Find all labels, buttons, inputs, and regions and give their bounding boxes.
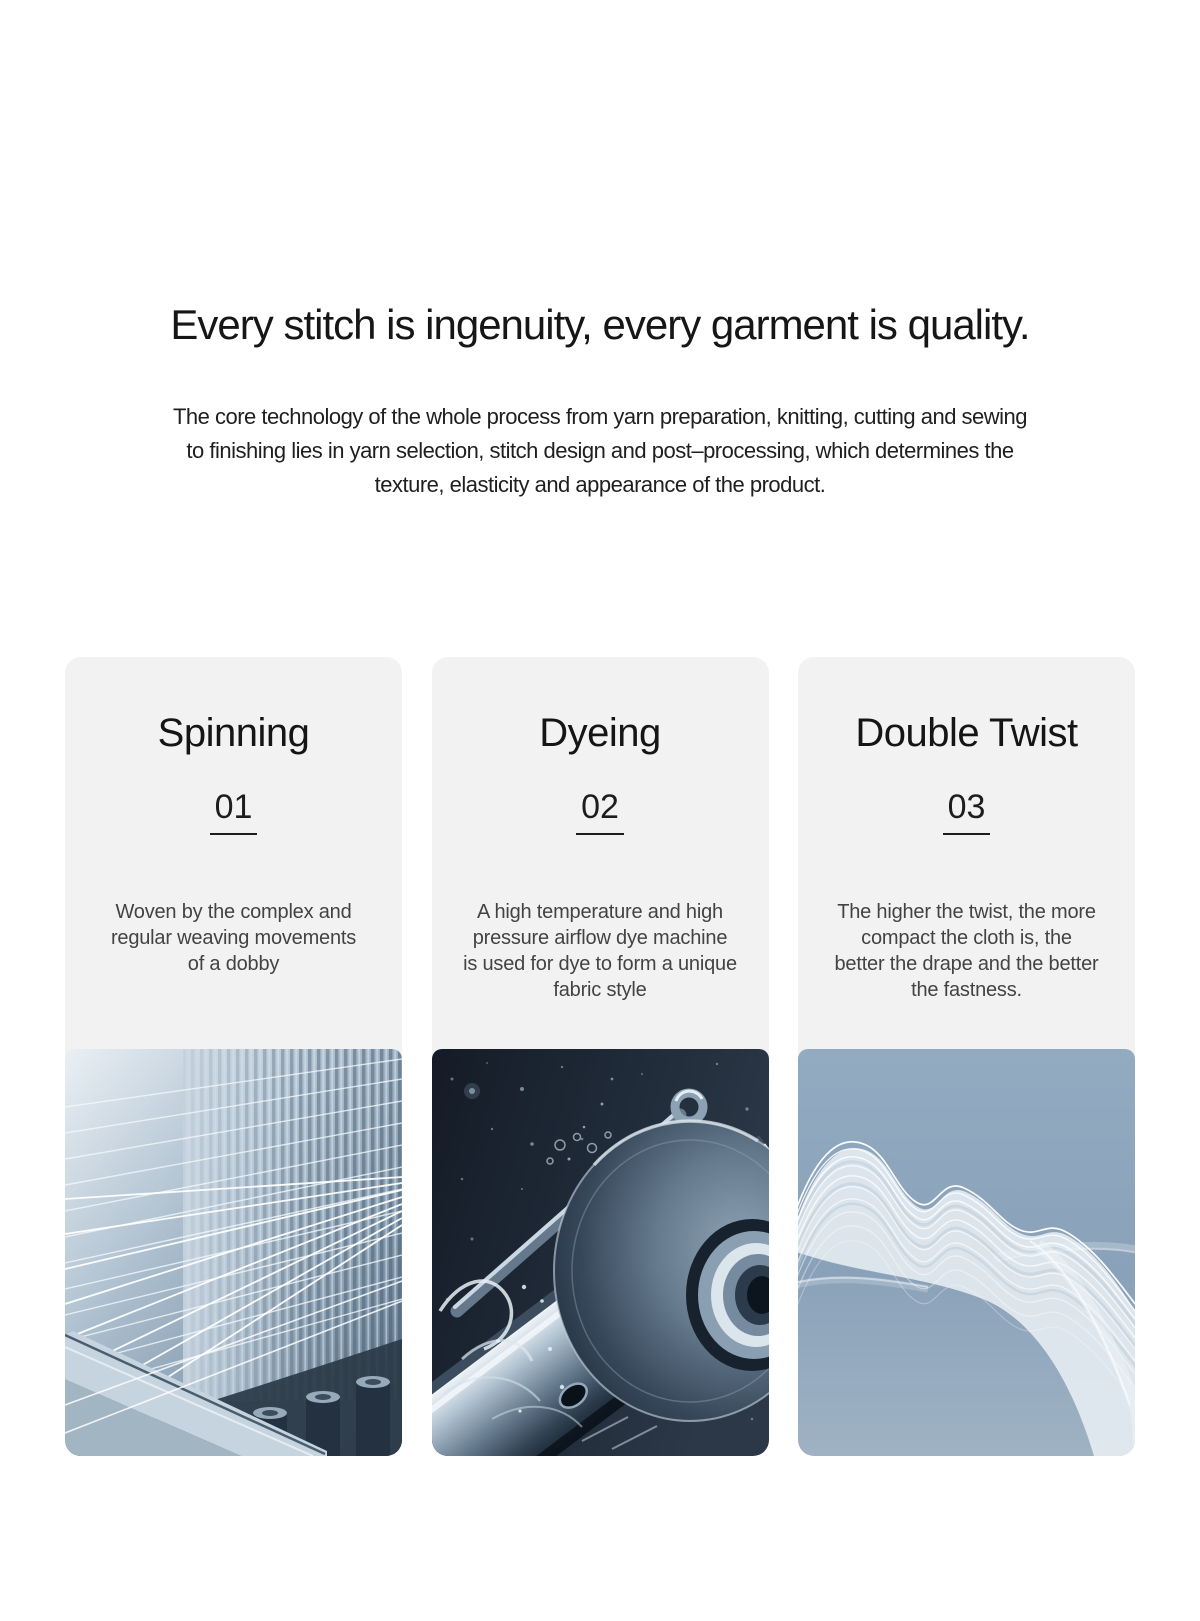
description-line: of a dobby [187, 953, 280, 976]
page-title: Every stitch is ingenuity, every garment is quality. [170, 301, 1030, 348]
card-description [111, 899, 356, 977]
yarn-wave-image [798, 1049, 1135, 1456]
process-card-double-twist [798, 657, 1135, 1456]
description-line: The higher the twist, the more [837, 901, 1096, 924]
description-line: is used for dye to form a unique [463, 953, 737, 976]
description-line: A high temperature and high [477, 901, 723, 924]
process-cards [65, 657, 1135, 1456]
card-title: Dyeing [539, 711, 661, 756]
card-description [835, 899, 1099, 1003]
dye-machine-image [432, 1049, 769, 1456]
process-card-spinning [65, 657, 402, 1456]
spinning-loom-image [65, 1049, 402, 1456]
subtitle-line: The core technology of the whole process from yarn preparation, knitting, cutting and sewing [172, 404, 1028, 430]
description-line: Woven by the complex and [115, 901, 352, 924]
description-line: fabric style [553, 979, 647, 1002]
card-description [463, 899, 737, 1003]
description-line: compact the cloth is, the [861, 927, 1072, 950]
process-card-dyeing [432, 657, 769, 1456]
card-step-number: 01 [210, 787, 258, 835]
section-subtitle [0, 400, 1200, 502]
description-line: pressure airflow dye machine [472, 927, 728, 950]
subtitle-line: texture, elasticity and appearance of the product. [374, 472, 826, 498]
card-step-number: 02 [576, 787, 624, 835]
hero [0, 0, 1200, 502]
card-title: Spinning [157, 711, 310, 756]
subtitle-line: to finishing lies in yarn selection, stitch design and post–processing, which determines the [186, 438, 1014, 464]
description-line: the fastness. [911, 979, 1022, 1002]
card-step-number: 03 [943, 787, 991, 835]
description-line: regular weaving movements [110, 927, 357, 950]
description-line: better the drape and the better [834, 953, 1099, 976]
card-title: Double Twist [855, 711, 1078, 756]
